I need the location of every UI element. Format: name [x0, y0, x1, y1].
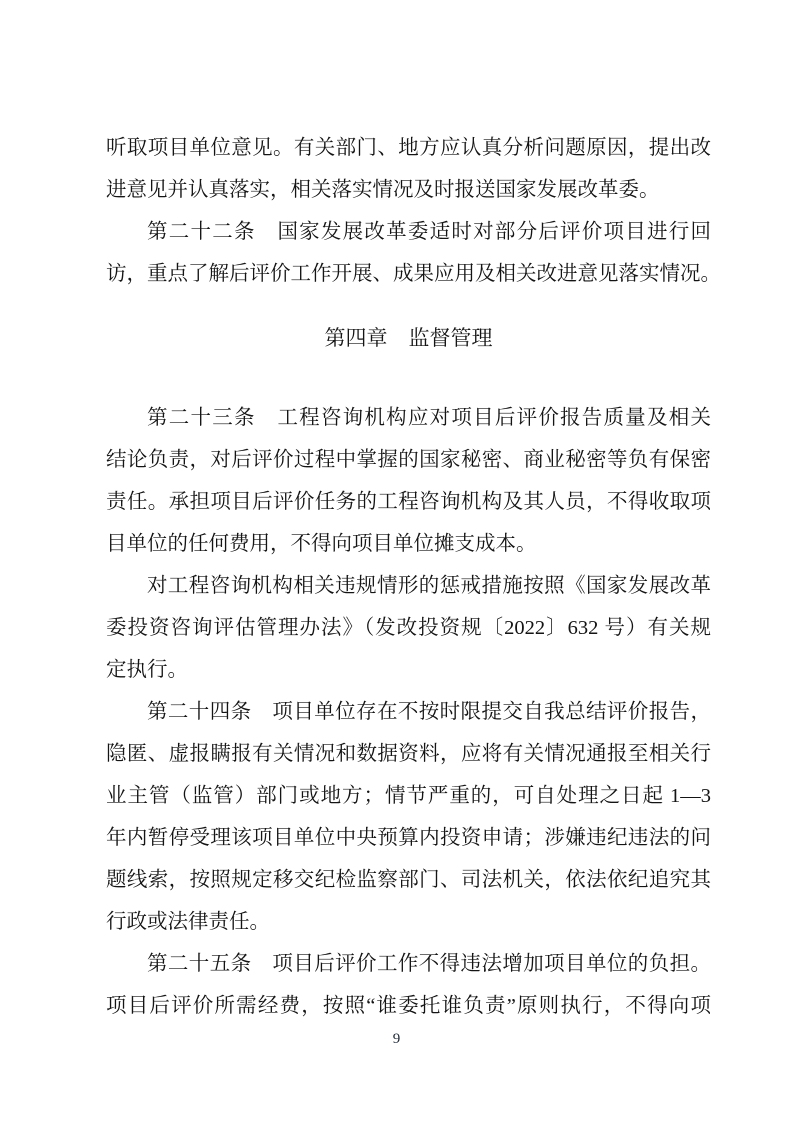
- paragraph: [106, 943, 711, 1027]
- text-line: 访，重点了解后评价工作开展、成果应用及相关改进意见落实情况。: [106, 263, 721, 285]
- text-line: 行政或法律责任。: [106, 911, 270, 933]
- text-line: 委投资咨询评估管理办法》（发改投资规〔2022〕632 号）有关规: [106, 617, 711, 639]
- paragraph: [106, 565, 711, 691]
- document-body: [106, 127, 721, 1027]
- paragraph: [106, 691, 711, 943]
- text-line: 项目后评价所需经费，按照“谁委托谁负责”原则执行，不得向项: [106, 995, 711, 1017]
- text-line: 年内暂停受理该项目单位中央预算内投资申请；涉嫌违纪违法的问: [106, 827, 711, 849]
- chapter-heading: 第四章 监督管理: [324, 326, 493, 350]
- text-line: 定执行。: [106, 659, 188, 681]
- text-line: 听取项目单位意见。有关部门、地方应认真分析问题原因，提出改: [106, 137, 711, 159]
- text-line: 进意见并认真落实，相关落实情况及时报送国家发展改革委。: [106, 179, 660, 201]
- text-line: 第二十三条 工程咨询机构应对项目后评价报告质量及相关: [147, 407, 711, 429]
- text-line: 业主管（监管）部门或地方；情节严重的，可自处理之日起 1—3: [106, 785, 711, 807]
- text-line: 隐匿、虚报瞒报有关情况和数据资料，应将有关情况通报至相关行: [106, 743, 711, 765]
- paragraph: [106, 127, 711, 211]
- text-line: 题线索，按照规定移交纪检监察部门、司法机关，依法依纪追究其: [106, 869, 711, 891]
- text-line: 结论负责，对后评价过程中掌握的国家秘密、商业秘密等负有保密: [106, 449, 711, 471]
- text-line: 第二十四条 项目单位存在不按时限提交自我总结评价报告，: [147, 701, 711, 723]
- paragraph: [106, 397, 711, 565]
- text-line: 对工程咨询机构相关违规情形的惩戒措施按照《国家发展改革: [147, 575, 711, 597]
- page-number: 9: [392, 1031, 401, 1047]
- paragraph: [106, 211, 721, 295]
- text-line: 目单位的任何费用，不得向项目单位摊支成本。: [106, 533, 537, 555]
- text-line: 第二十五条 项目后评价工作不得违法增加项目单位的负担。: [147, 953, 711, 975]
- text-line: 第二十二条 国家发展改革委适时对部分后评价项目进行回: [147, 221, 711, 243]
- text-line: 责任。承担项目后评价任务的工程咨询机构及其人员，不得收取项: [106, 491, 711, 513]
